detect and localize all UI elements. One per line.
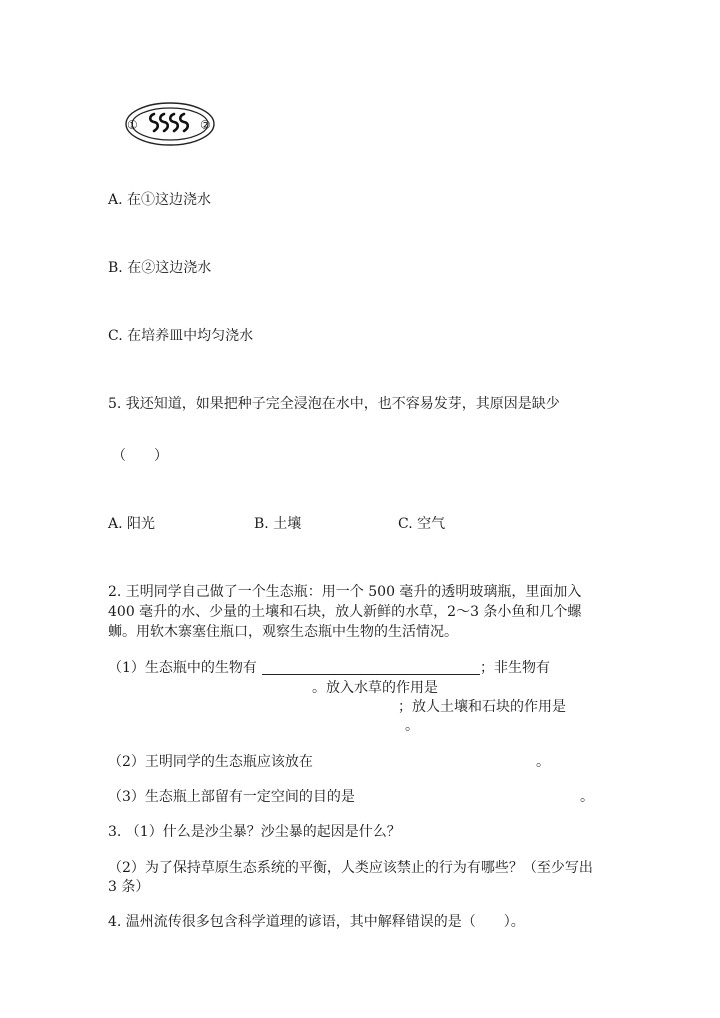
q2-part3-b: 。: [580, 789, 594, 805]
q5-paren: （ ）: [112, 448, 168, 464]
q3-line-2: （2）为了保持草原生态系统的平衡，人类应该禁止的行为有哪些？（至少写出: [108, 860, 593, 876]
q2-part2-a: （2）王明同学的生态瓶应该放在: [108, 754, 313, 770]
seedling-icon: [150, 114, 188, 131]
q3-line-3: 3 条）: [108, 879, 150, 895]
q2-part1-a: （1）生态瓶中的生物有: [108, 660, 257, 676]
q2-part2-b: 。: [536, 754, 550, 770]
option-c: C. 在培养皿中均匀浇水: [108, 328, 254, 344]
q5-option-b: B. 土壤: [254, 516, 302, 532]
label-1: ①: [127, 118, 138, 132]
option-b: B. 在②这边浇水: [108, 260, 212, 276]
q2-part1-d: ；放人土壤和石块的作用是: [398, 699, 566, 715]
q3-line-1: 3. （1）什么是沙尘暴？沙尘暴的起因是什么？: [108, 824, 401, 840]
q2-line-3: 蛳。用软木寨塞住瓶口，观察生态瓶中生物的生活情况。: [108, 624, 458, 640]
label-2: ②: [200, 118, 211, 132]
q5-option-a: A. 阳光: [108, 516, 156, 532]
petri-dish-figure: [124, 100, 216, 150]
q2-part3-a: （3）生态瓶上部留有一定空间的目的是: [108, 789, 355, 805]
option-a: A. 在①这边浇水: [108, 192, 212, 208]
q2-line-1: 2. 王明同学自己做了一个生态瓶：用一个 500 毫升的透明玻璃瓶，里面加入: [108, 584, 582, 600]
q2-part1-b: ；非生物有: [480, 660, 550, 676]
answer-blank[interactable]: [262, 658, 480, 675]
q2-part1-e: 。: [405, 718, 419, 734]
q2-line-2: 400 毫升的水、少量的土壤和石块，放人新鲜的水草，2～3 条小鱼和几个螺: [108, 604, 582, 620]
q4-line-1: 4. 温州流传很多包含科学道理的谚语，其中解释错误的是（ ）。: [108, 914, 525, 930]
q5-option-c: C. 空气: [398, 516, 446, 532]
q2-part1-c: 。放入水草的作用是: [312, 680, 438, 696]
q5-stem: 5. 我还知道，如果把种子完全浸泡在水中，也不容易发芽，其原因是缺少: [108, 396, 560, 412]
